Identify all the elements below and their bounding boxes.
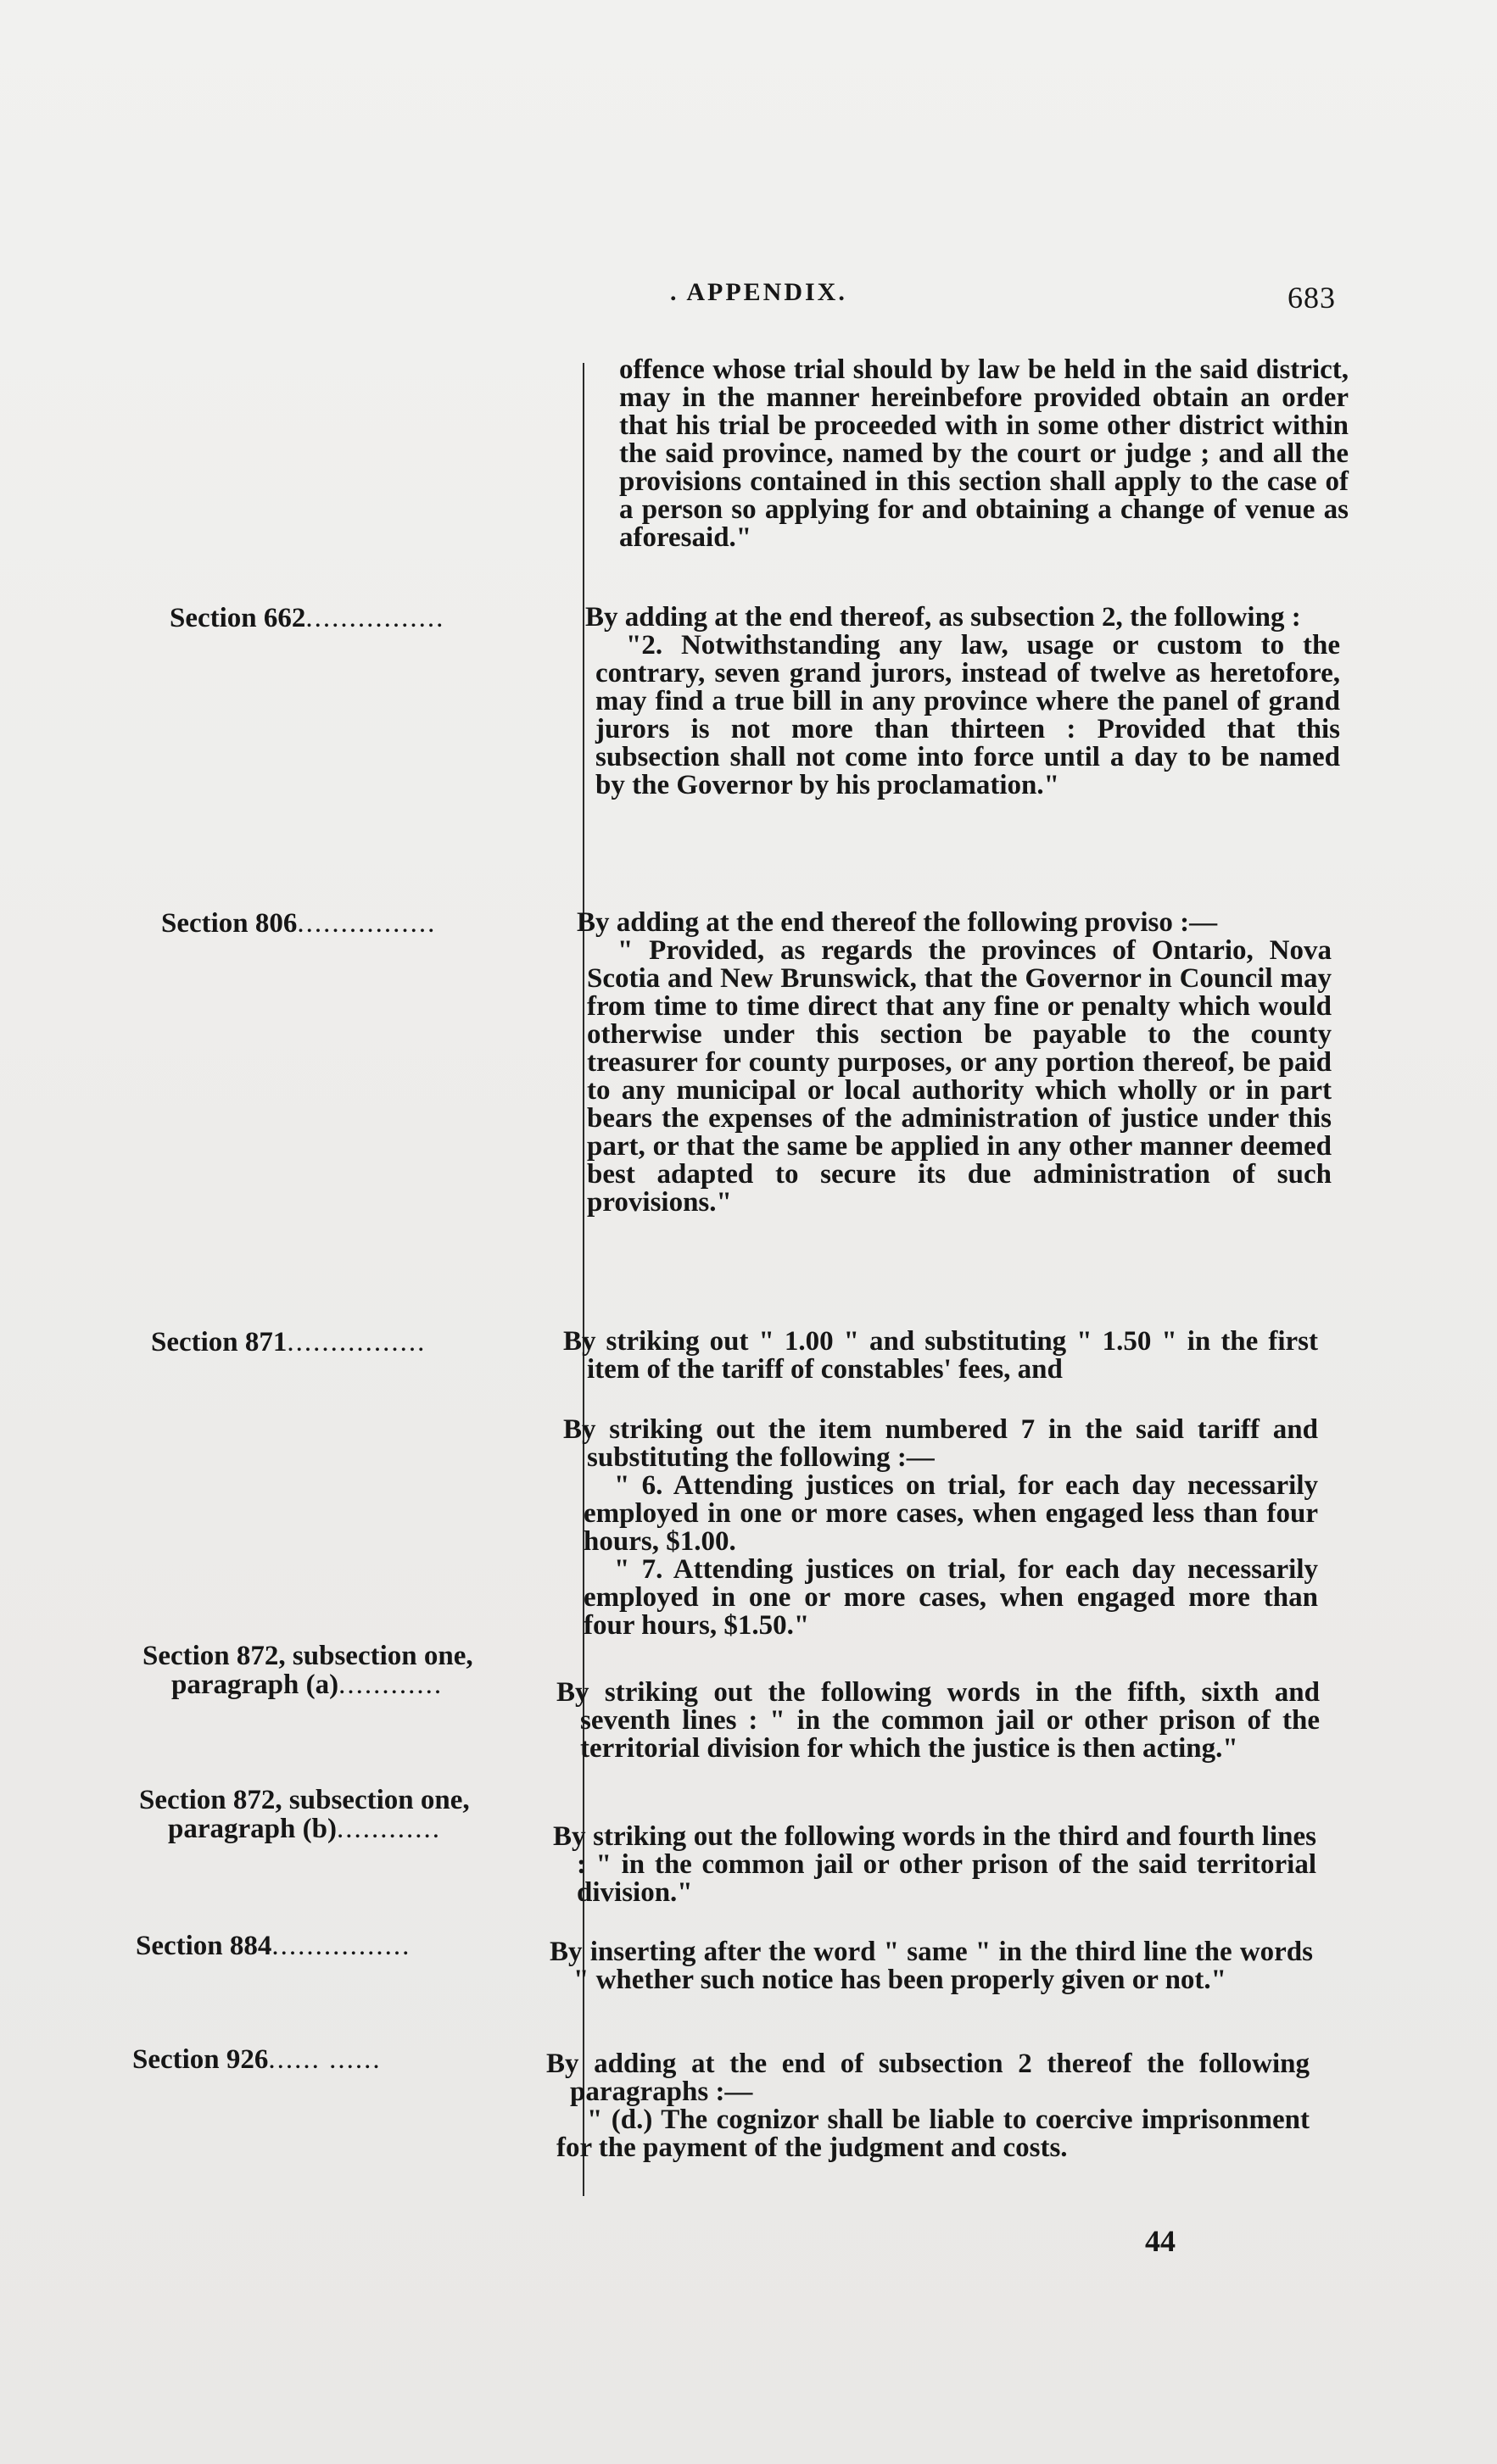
page-header bbox=[0, 278, 1497, 321]
section-label bbox=[142, 1642, 473, 1699]
amendment-quote-2: " 7. Attending justices on trial, for each day necessarily employed in one or more cases, when engaged more than four hours, $1.50." bbox=[584, 1554, 1318, 1641]
amendment-text: By striking out the following words in the fifth, sixth and seventh lines : " in the common jail or other prison of the territorial division for which the justice is then acting." bbox=[556, 1677, 1320, 1764]
section-label bbox=[136, 1932, 411, 1960]
section-label-text: Section 872, subsection one, bbox=[142, 1641, 473, 1671]
page-number: 683 bbox=[1288, 281, 1336, 315]
amendment-quote: " 6. Attending justices on trial, for each day necessarily employed in one or more cases, when engaged less than four hours, $1.00. bbox=[584, 1470, 1318, 1557]
leader-dots: ................ bbox=[287, 1327, 427, 1357]
amendment-text: By striking out " 1.00 " and substituting " 1.50 " in the first item of the tariff of constables' fees, and bbox=[563, 1326, 1318, 1385]
section-label-text: Section 871 bbox=[151, 1327, 288, 1357]
section-label bbox=[170, 604, 444, 633]
signature-mark: 44 bbox=[1145, 2224, 1176, 2258]
amendment-text: By striking out the following words in the third and fourth lines : " in the common jail or other prison of the said territorial division." bbox=[553, 1821, 1316, 1908]
section-label bbox=[151, 1328, 426, 1357]
leader-dots: ................ bbox=[271, 1931, 411, 1961]
section-label-text: Section 662 bbox=[170, 603, 306, 633]
section-label bbox=[132, 2045, 382, 2074]
section-label bbox=[139, 1786, 470, 1843]
leader-dots: ...... ...... bbox=[268, 2044, 382, 2075]
amendment-quote: " Provided, as regards the provinces of Ontario, Nova Scotia and New Brunswick, that the Governor in Council may from time to time direct that any fine or penalty which would otherwise under this section be payable to the county treasurer for county purposes, or any portion thereof, be paid to any municipal or local authority which wholly or in part bears the expenses of the administration of justice under this part, or that the same be applied in any other manner deemed best adapted to secure its due administration of such provisions." bbox=[587, 935, 1332, 1218]
leader-dots: ................ bbox=[305, 603, 445, 633]
leader-dots: ................ bbox=[297, 908, 437, 939]
section-label bbox=[161, 909, 436, 938]
section-label-text: Section 872, subsection one, bbox=[139, 1785, 470, 1815]
leader-dots: ............ bbox=[336, 1814, 441, 1844]
running-title: . APPENDIX. bbox=[670, 278, 847, 306]
leader-dots: ............ bbox=[338, 1670, 444, 1700]
amendment-text: By adding at the end thereof, as subsection 2, the following : bbox=[585, 602, 1301, 633]
amendment-text-2: By striking out the item numbered 7 in the said tariff and substituting the following :— bbox=[563, 1414, 1318, 1473]
section-label-text: Section 884 bbox=[136, 1931, 272, 1961]
section-label-text: Section 926 bbox=[132, 2044, 269, 2075]
section-label-text-2: paragraph (a) bbox=[171, 1670, 339, 1700]
continuation-text: offence whose trial should by law be held in the said district, may in the manner hereinbefore provided obtain an order that his trial be proceeded with in some other district within the said province, named by the court or judge ; and all the provisions contained in this section shall apply to the case of a person so applying for and obtaining a change of venue as aforesaid." bbox=[619, 354, 1349, 553]
amendment-text: By inserting after the word " same " in the third line the words " whether such notice has been properly given or not." bbox=[550, 1937, 1313, 1995]
section-label-text-2: paragraph (b) bbox=[168, 1814, 337, 1844]
amendment-text: By adding at the end of subsection 2 thereof the following paragraphs :— bbox=[546, 2049, 1310, 2107]
amendment-text: By adding at the end thereof the following proviso :— bbox=[577, 907, 1218, 938]
column-divider bbox=[583, 363, 584, 2196]
amendment-quote: "2. Notwithstanding any law, usage or custom to the contrary, seven grand jurors, instead of twelve as heretofore, may find a true bill in any province where the panel of grand jurors is not more than thirteen : Provided that this subsection shall not come into force until a day to be named by the Governor by his proclamation." bbox=[595, 630, 1340, 800]
section-label-text: Section 806 bbox=[161, 908, 298, 939]
amendment-quote: " (d.) The cognizor shall be liable to coercive imprisonment for the payment of the judgment and costs. bbox=[556, 2104, 1310, 2163]
